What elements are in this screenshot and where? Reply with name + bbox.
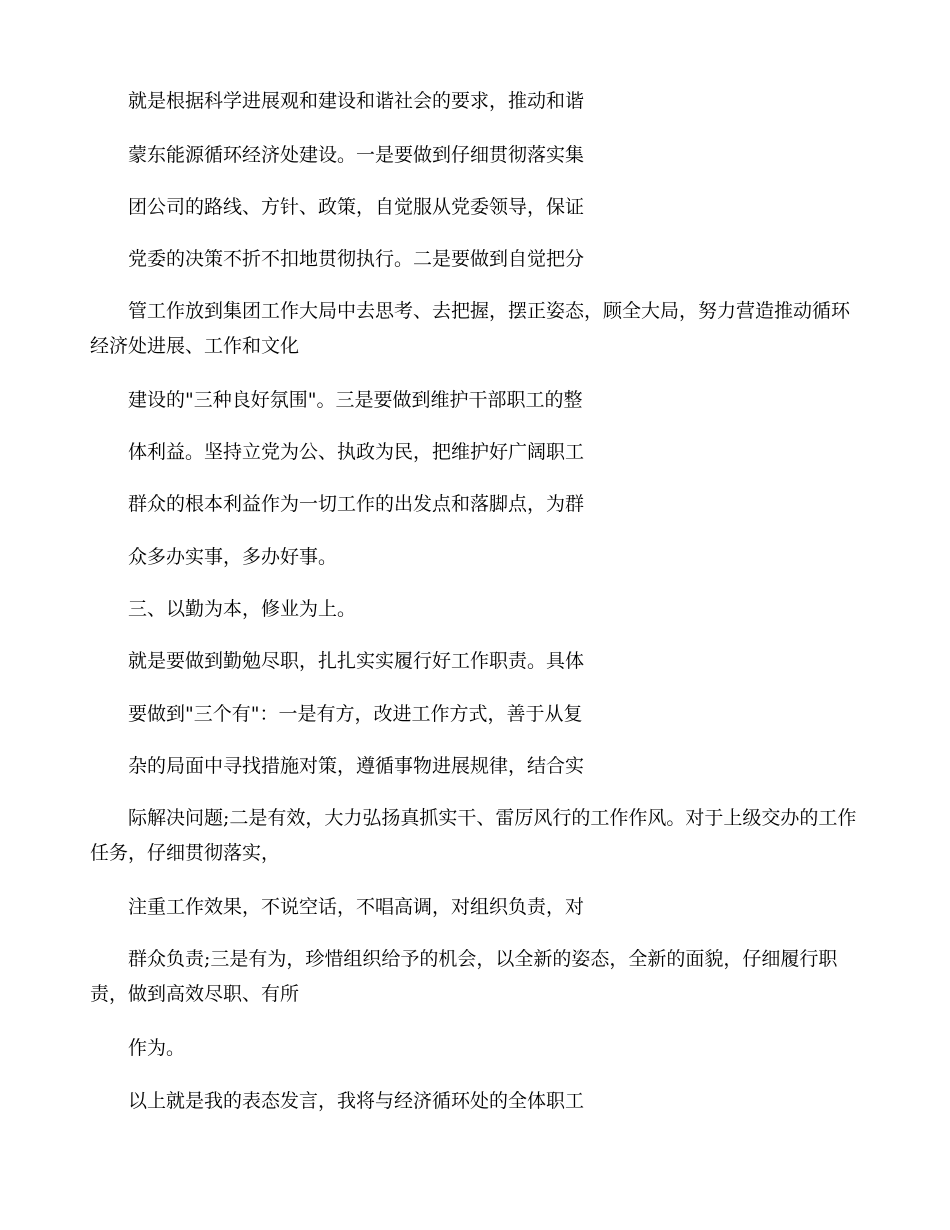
paragraph-8: 群众的根本利益作为一切工作的出发点和落脚点，为群	[128, 493, 585, 515]
paragraph-12: 要做到"三个有"：一是有方，改进工作方式，善于从复	[128, 703, 583, 725]
paragraph-9: 众多办实事，多办好事。	[128, 546, 338, 568]
paragraph-10: 三、以勤为本，修业为上。	[128, 598, 357, 620]
paragraph-4: 党委的决策不折不扣地贯彻执行。二是要做到自觉把分	[128, 248, 585, 270]
paragraph-16: 群众负责;三是有为，珍惜组织给予的机会，以全新的姿态，全新的面貌，仔细履行职责，做到高效尽职、有所	[90, 948, 838, 1005]
paragraph-13: 杂的局面中寻找措施对策，遵循事物进展规律，结合实	[128, 755, 585, 777]
paragraph-15: 注重工作效果，不说空话，不唱高调，对组织负责，对	[128, 896, 585, 918]
paragraph-1: 就是根据科学进展观和建设和谐社会的要求，推动和谐	[128, 90, 585, 112]
paragraph-7: 体利益。坚持立党为公、执政为民，把维护好广阔职工	[128, 441, 585, 463]
paragraph-2: 蒙东能源循环经济处建设。一是要做到仔细贯彻落实集	[128, 144, 585, 166]
paragraph-18: 以上就是我的表态发言，我将与经济循环处的全体职工	[128, 1090, 585, 1112]
paragraph-3: 团公司的路线、方针、政策，自觉服从党委领导，保证	[128, 196, 585, 218]
paragraph-14: 际解决问题;二是有效，大力弘扬真抓实干、雷厉风行的工作作风。对于上级交办的工作任务，仔细贯彻落实，	[90, 807, 857, 864]
paragraph-17: 作为。	[128, 1037, 186, 1059]
paragraph-5: 管工作放到集团工作大局中去思考、去把握，摆正姿态，顾全大局，努力营造推动循环经济处进展、工作和文化	[90, 300, 851, 357]
paragraph-6: 建设的"三种良好氛围"。三是要做到维护干部职工的整	[128, 389, 583, 411]
paragraph-11: 就是要做到勤勉尽职，扎扎实实履行好工作职责。具体	[128, 650, 585, 672]
